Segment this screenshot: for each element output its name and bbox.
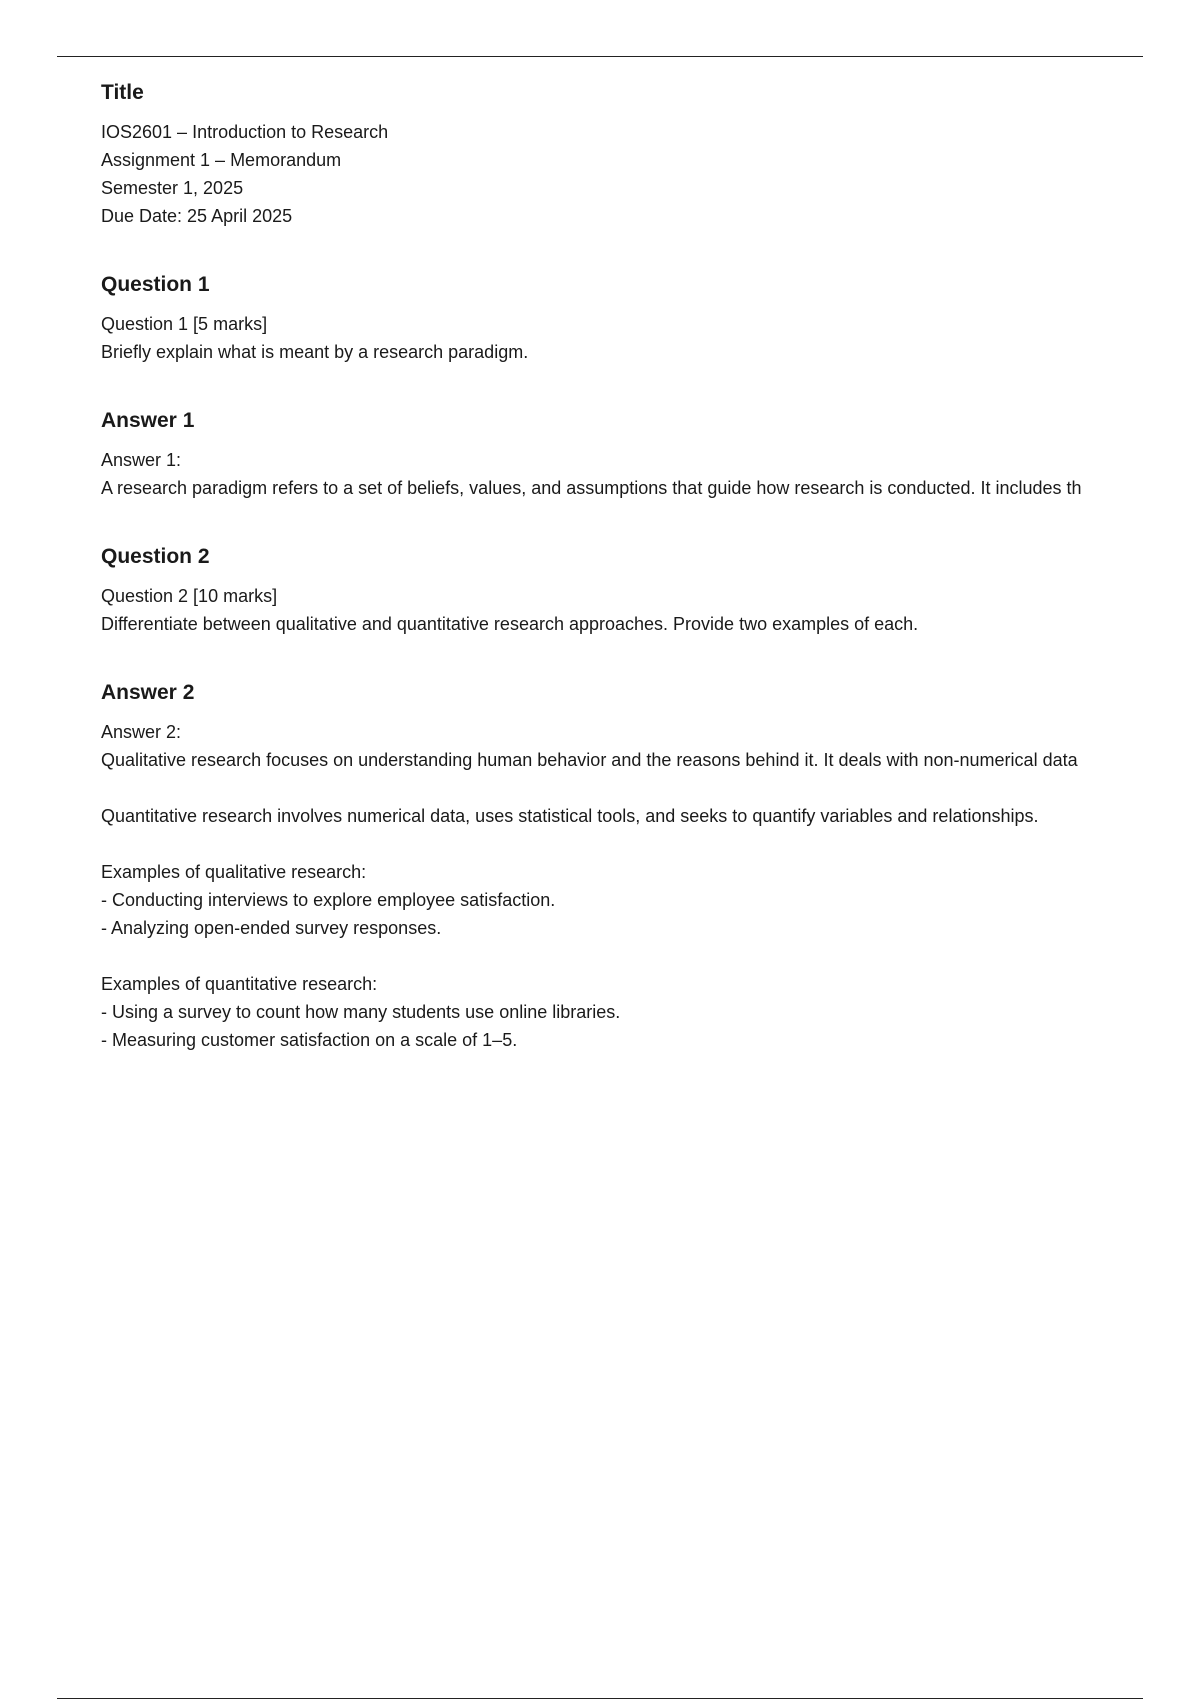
question-marks-line: Question 2 [10 marks] bbox=[101, 586, 278, 606]
question-text-line: Briefly explain what is meant by a research paradigm. bbox=[101, 342, 529, 362]
section-heading: Answer 1 bbox=[101, 409, 195, 432]
document-body bbox=[101, 78, 1200, 1054]
answer-label-line: Answer 2: bbox=[101, 722, 182, 742]
answer-2-section bbox=[101, 678, 1200, 1054]
blank-line bbox=[101, 830, 1200, 858]
bottom-rule bbox=[57, 1698, 1143, 1699]
list-item: - Measuring customer satisfaction on a scale of 1–5. bbox=[101, 1030, 518, 1050]
qualitative-definition-line: Qualitative research focuses on understanding human behavior and the reasons behind it. It deals with non-numerical data bbox=[101, 750, 1078, 770]
quantitative-examples-heading: Examples of quantitative research: bbox=[101, 974, 378, 994]
question-1-section bbox=[101, 270, 1200, 366]
question-marks-line: Question 1 [5 marks] bbox=[101, 314, 268, 334]
section-heading: Question 1 bbox=[101, 273, 210, 296]
answer-text-line: A research paradigm refers to a set of beliefs, values, and assumptions that guide how research is conducted. It includes th bbox=[101, 478, 1082, 498]
list-item: - Using a survey to count how many students use online libraries. bbox=[101, 1002, 621, 1022]
answer-label-line: Answer 1: bbox=[101, 450, 182, 470]
list-item: - Analyzing open-ended survey responses. bbox=[101, 918, 442, 938]
blank-line bbox=[101, 774, 1200, 802]
question-2-section bbox=[101, 542, 1200, 638]
top-rule bbox=[57, 56, 1143, 57]
semester-line: Semester 1, 2025 bbox=[101, 178, 244, 198]
section-heading: Answer 2 bbox=[101, 681, 195, 704]
section-heading: Title bbox=[101, 81, 144, 104]
question-text-line: Differentiate between qualitative and quantitative research approaches. Provide two examples of each. bbox=[101, 614, 919, 634]
blank-line bbox=[101, 942, 1200, 970]
title-section bbox=[101, 78, 1200, 230]
quantitative-definition-line: Quantitative research involves numerical data, uses statistical tools, and seeks to quantify variables and relationships. bbox=[101, 806, 1039, 826]
due-date-line: Due Date: 25 April 2025 bbox=[101, 206, 293, 226]
assignment-line: Assignment 1 – Memorandum bbox=[101, 150, 342, 170]
qualitative-examples-heading: Examples of qualitative research: bbox=[101, 862, 367, 882]
course-line: IOS2601 – Introduction to Research bbox=[101, 122, 389, 142]
section-heading: Question 2 bbox=[101, 545, 210, 568]
answer-1-section bbox=[101, 406, 1200, 502]
list-item: - Conducting interviews to explore employee satisfaction. bbox=[101, 890, 556, 910]
